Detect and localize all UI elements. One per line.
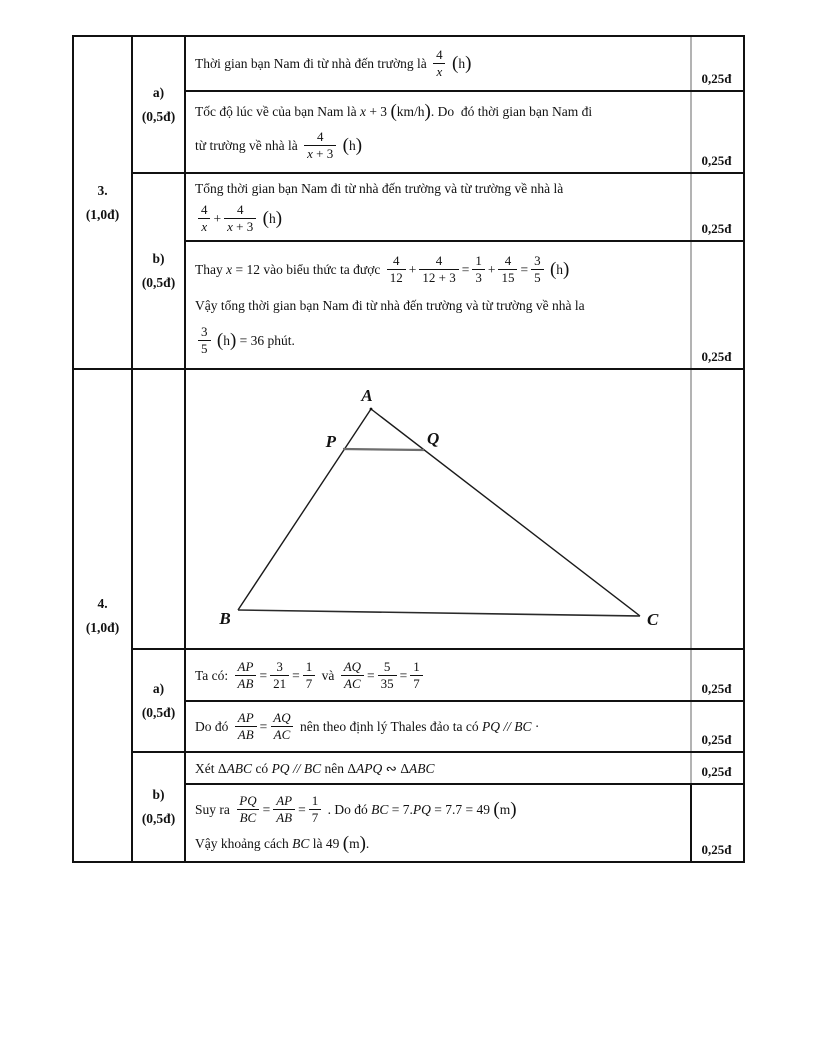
text-run: = — [292, 667, 300, 683]
vertex-label-q: Q — [427, 429, 440, 448]
part-label: b) — [152, 251, 165, 266]
text-run: nên theo định lý Thales đảo ta có — [296, 719, 482, 734]
fraction-numerator — [314, 130, 327, 145]
fraction — [235, 711, 257, 742]
text-run: và — [318, 667, 338, 683]
part-3b-label-cell — [133, 174, 184, 368]
unit-text: h — [348, 138, 356, 154]
fraction — [410, 660, 423, 691]
text-run: + 3 — [232, 219, 254, 234]
fraction-denominator — [273, 809, 295, 825]
content-line — [195, 297, 681, 314]
table-border — [184, 783, 745, 785]
math-run: AB — [276, 810, 293, 826]
text-run: + — [487, 261, 496, 277]
table-border — [72, 35, 745, 37]
table-border — [184, 240, 745, 242]
open-paren-glyph: ( — [493, 799, 500, 821]
close-paren-glyph: ) — [424, 100, 431, 122]
text-run: là 49 — [309, 835, 343, 851]
edge-pq — [343, 449, 424, 450]
text-run: từ trường về nhà là — [195, 138, 302, 154]
text-run: = 7. — [388, 802, 413, 818]
text-run: Do đó — [195, 719, 232, 734]
fraction-numerator — [235, 660, 257, 675]
text-run: 12 + 3 — [422, 269, 456, 285]
vertex-a-dot — [370, 408, 373, 411]
content-line — [195, 254, 681, 285]
fraction — [433, 48, 446, 79]
fraction — [236, 794, 259, 825]
text-run: 3 — [201, 324, 208, 340]
fraction-denominator — [235, 675, 257, 691]
fraction-denominator — [271, 726, 294, 742]
math-run: BC — [514, 719, 532, 734]
text-run: = — [399, 667, 408, 683]
fraction-numerator — [273, 794, 295, 809]
part-3a-label-cell — [133, 37, 184, 172]
table-border — [184, 700, 745, 702]
text-run: = — [259, 667, 268, 683]
fraction-denominator — [433, 63, 445, 79]
edge-ab — [238, 409, 371, 610]
math-run: x — [436, 64, 443, 79]
fraction-denominator — [270, 675, 289, 691]
content-line — [195, 203, 681, 234]
fraction-numerator — [198, 325, 211, 340]
question-number: 4. — [97, 595, 108, 611]
vertex-label-p: P — [325, 432, 336, 451]
parenthesized-unit — [549, 258, 570, 280]
edge-ac — [371, 409, 640, 616]
text-run: có — [252, 760, 272, 776]
open-paren-glyph: ( — [390, 100, 397, 122]
table-border — [131, 172, 745, 174]
text-run: = 7.7 = 49 — [430, 802, 494, 818]
text-run: 21 — [273, 675, 287, 691]
math-run: AP — [237, 658, 254, 674]
math-run: AP — [237, 710, 254, 725]
fraction — [273, 794, 295, 825]
text-run: Thay — [195, 261, 227, 277]
fraction — [472, 254, 485, 285]
fraction — [304, 130, 336, 161]
content-line — [195, 660, 681, 691]
text-run: · — [531, 719, 540, 734]
parenthesized-unit — [452, 55, 471, 72]
answer-row-4b-2 — [186, 785, 690, 861]
fraction-numerator — [531, 254, 544, 269]
text-run: Xét — [195, 760, 218, 776]
fraction — [224, 203, 256, 234]
part-score: (0,5đ) — [141, 108, 176, 124]
question-total-score: (1,0đ) — [85, 206, 120, 222]
text-run: 35 — [380, 675, 394, 691]
text-run: + — [213, 211, 222, 226]
text-run: 1 — [311, 793, 319, 809]
math-run: AC — [273, 727, 291, 742]
math-run: APQ — [356, 760, 383, 776]
math-run: x — [226, 261, 233, 277]
math-run: BC — [239, 810, 257, 826]
fraction-denominator — [198, 340, 211, 356]
text-run: = — [259, 719, 268, 734]
fraction — [387, 254, 406, 285]
score-column-divider — [690, 783, 692, 861]
part-label: a) — [152, 84, 165, 100]
text-run: 5 — [201, 341, 208, 357]
score-cell: 0,25đ — [701, 732, 732, 747]
fraction-denominator — [303, 675, 316, 691]
fraction — [198, 203, 211, 234]
fraction-numerator — [270, 711, 293, 726]
score-cell: 0,25đ — [701, 681, 732, 696]
math-run: // — [292, 760, 301, 776]
fraction — [198, 325, 211, 356]
edge-bc — [238, 610, 640, 616]
content-line — [195, 832, 681, 854]
text-run: ∾ — [382, 760, 401, 776]
fraction — [419, 254, 458, 285]
unit-text: h — [223, 333, 230, 349]
text-run: Tốc độ lúc về của bạn Nam là — [195, 103, 360, 119]
math-run: ABC — [409, 760, 435, 776]
text-run: = — [520, 261, 529, 277]
text-run: + 3 — [365, 103, 391, 119]
fraction-numerator — [234, 203, 247, 218]
text-run: Thời gian bạn Nam đi từ nhà đến trường là — [195, 56, 431, 71]
fraction-denominator — [235, 726, 257, 742]
vertex-label-a: A — [361, 386, 373, 405]
text-run: Ta có: — [195, 667, 232, 683]
close-paren-glyph: ) — [229, 330, 237, 352]
open-paren-glyph: ( — [262, 208, 269, 229]
fraction-denominator — [378, 675, 397, 691]
score-cell: 0,25đ — [701, 842, 732, 857]
fraction — [498, 254, 517, 285]
part-4a-label-cell — [133, 650, 184, 751]
table-border — [184, 35, 186, 863]
math-run: x — [201, 219, 208, 234]
text-run: 4 — [436, 47, 443, 62]
text-run: 1 — [305, 658, 313, 674]
text-run: + — [408, 261, 417, 277]
text-run: = — [461, 261, 470, 277]
text-run: 7 — [413, 675, 420, 691]
text-run: = 36 phút. — [236, 333, 295, 349]
text-run: = — [262, 802, 271, 818]
open-paren-glyph: ( — [216, 330, 224, 352]
fraction-numerator — [341, 660, 364, 675]
text-run: Vậy tổng thời gian bạn Nam đi từ nhà đến trường và từ trường về nhà la — [195, 297, 585, 313]
text-run: Δ — [217, 760, 227, 776]
math-run: AC — [344, 675, 361, 691]
content-line — [195, 711, 681, 742]
table-border — [72, 861, 745, 863]
vertex-label-b: B — [219, 609, 231, 628]
math-run: AB — [237, 727, 254, 742]
math-run: BC — [371, 802, 389, 818]
math-run: ABC — [226, 760, 253, 776]
text-run: + 3 — [312, 146, 334, 162]
unit-text: m — [499, 802, 511, 818]
math-run: PQ — [412, 802, 431, 818]
fraction-denominator — [309, 809, 322, 825]
parenthesized-unit — [342, 135, 363, 157]
fraction-numerator — [235, 711, 257, 726]
fraction-denominator — [472, 269, 485, 285]
math-run: AB — [237, 675, 254, 691]
text-run: 15 — [501, 269, 515, 285]
math-run: AQ — [343, 658, 362, 674]
text-run: 7 — [305, 675, 313, 691]
text-run: nên — [321, 760, 348, 776]
unit-text: m — [349, 835, 360, 851]
fraction-numerator — [303, 660, 316, 675]
close-paren-glyph: ) — [510, 799, 517, 821]
score-cell: 0,25đ — [701, 221, 732, 236]
fraction-denominator — [198, 218, 210, 234]
text-run: 4 — [201, 202, 208, 217]
fraction-denominator — [531, 269, 544, 285]
text-run: Vậy khoảng cách — [195, 835, 293, 851]
fraction-denominator — [304, 145, 336, 161]
fraction-numerator — [433, 254, 446, 269]
parenthesized-unit — [263, 210, 282, 227]
text-run: 4 — [236, 202, 244, 217]
score-column-divider — [690, 37, 692, 783]
content-line — [195, 325, 681, 356]
score-cell: 0,25đ — [701, 349, 732, 364]
vertex-label-c: C — [647, 610, 659, 629]
fraction-numerator — [390, 254, 403, 269]
fraction — [309, 794, 322, 825]
text-run: 3 — [475, 269, 482, 285]
text-run: Suy ra — [195, 802, 234, 818]
table-border — [131, 648, 745, 650]
part-4b-label-cell — [133, 753, 184, 861]
part-label: a) — [152, 680, 165, 696]
math-run: // — [503, 719, 511, 734]
math-run: x — [227, 219, 233, 234]
text-run: 4 — [504, 252, 512, 268]
fraction-numerator — [433, 48, 446, 63]
parenthesized-unit — [493, 799, 517, 821]
text-run: . Do đó thời gian bạn Nam đi — [430, 103, 593, 119]
open-paren-glyph: ( — [342, 135, 349, 157]
fraction-numerator — [309, 794, 322, 809]
answer-row-3b-2 — [186, 242, 690, 368]
math-run: BC — [303, 760, 322, 776]
question-3-number-cell — [74, 37, 131, 368]
open-paren-glyph: ( — [549, 258, 557, 280]
close-paren-glyph: ) — [563, 258, 570, 280]
part-score: (0,5đ) — [141, 275, 176, 290]
text-run: 5 — [534, 269, 541, 285]
text-run: 12 — [389, 269, 403, 285]
close-paren-glyph: ) — [465, 53, 472, 74]
content-line — [195, 100, 681, 122]
table-border — [131, 751, 745, 753]
math-run: PQ — [481, 719, 500, 734]
unit-text: km/h — [396, 103, 425, 119]
close-paren-glyph: ) — [355, 135, 363, 157]
answer-row-3a-1 — [186, 37, 690, 90]
math-run: x — [307, 146, 313, 162]
table-border — [184, 90, 745, 92]
fraction-denominator — [237, 809, 260, 825]
content-line — [195, 48, 681, 79]
triangle-diagram — [186, 370, 690, 648]
fraction-numerator — [410, 660, 423, 675]
text-run: 3 — [534, 252, 541, 268]
text-run: Tổng thời gian bạn Nam đi từ nhà đến trường và từ trường về nhà là — [195, 181, 564, 196]
open-paren-glyph: ( — [452, 53, 459, 74]
answer-row-4a-1 — [186, 650, 690, 700]
unit-text: h — [268, 211, 276, 226]
fraction-numerator — [472, 254, 485, 269]
content-line — [195, 180, 681, 197]
text-run: 1 — [413, 658, 420, 674]
table-border — [72, 35, 74, 863]
table-border — [131, 35, 133, 863]
fraction-numerator — [236, 794, 259, 809]
math-run: x — [359, 103, 366, 119]
question-4-number-cell — [74, 370, 131, 861]
part-label: b) — [152, 787, 165, 802]
content-line — [195, 794, 681, 825]
unit-text: h — [458, 56, 466, 71]
question-total-score: (1,0đ) — [85, 619, 120, 635]
text-run: = 12 vào biểu thức ta được — [232, 261, 384, 277]
text-run: 7 — [311, 810, 319, 826]
fraction-denominator — [387, 269, 406, 285]
parenthesized-unit — [342, 832, 366, 854]
open-paren-glyph: ( — [342, 832, 350, 854]
text-run: = — [367, 667, 375, 683]
text-run: 3 — [276, 658, 283, 674]
fraction — [531, 254, 544, 285]
fraction-denominator — [419, 269, 458, 285]
fraction-numerator — [502, 254, 515, 269]
answer-row-3a-2 — [186, 92, 690, 172]
math-run: BC — [292, 835, 310, 851]
score-cell: 0,25đ — [701, 764, 732, 779]
math-run: PQ — [271, 760, 290, 776]
parenthesized-unit — [216, 330, 237, 352]
score-cell: 0,25đ — [701, 71, 732, 86]
fraction-denominator — [498, 269, 517, 285]
text-run: 5 — [383, 658, 391, 674]
text-run: . — [365, 835, 370, 851]
fraction-numerator — [381, 660, 394, 675]
text-run: Δ — [347, 760, 357, 776]
fraction — [270, 711, 293, 742]
text-run: = — [298, 802, 306, 818]
math-run: AQ — [273, 710, 291, 725]
answer-row-3b-1 — [186, 174, 690, 240]
text-run: Δ — [400, 760, 410, 776]
question-number: 3. — [97, 182, 108, 198]
fraction-denominator — [224, 218, 256, 234]
unit-text: h — [556, 261, 564, 277]
fraction — [303, 660, 316, 691]
text-run: . Do đó — [324, 802, 372, 818]
content-line — [195, 760, 681, 777]
fraction-numerator — [198, 203, 211, 218]
score-cell: 0,25đ — [701, 153, 732, 168]
fraction — [378, 660, 397, 691]
fraction — [235, 660, 257, 691]
table-border — [743, 35, 745, 863]
fraction-denominator — [410, 675, 423, 691]
table-border — [72, 368, 745, 370]
text-run: 1 — [475, 252, 482, 268]
answer-row-4b-1 — [186, 753, 690, 783]
math-run: PQ — [239, 793, 257, 809]
content-line — [195, 130, 681, 161]
parenthesized-unit — [390, 100, 431, 122]
answer-row-4a-2 — [186, 702, 690, 751]
text-run: 4 — [435, 252, 443, 268]
close-paren-glyph: ) — [275, 208, 283, 229]
fraction — [341, 660, 364, 691]
text-run: 4 — [392, 252, 400, 268]
part-score: (0,5đ) — [141, 704, 176, 720]
fraction — [270, 660, 289, 691]
text-run: 4 — [316, 129, 324, 145]
close-paren-glyph: ) — [359, 832, 366, 854]
fraction-denominator — [341, 675, 364, 691]
math-run: AP — [276, 793, 293, 809]
part-score: (0,5đ) — [141, 811, 176, 826]
fraction-numerator — [273, 660, 286, 675]
